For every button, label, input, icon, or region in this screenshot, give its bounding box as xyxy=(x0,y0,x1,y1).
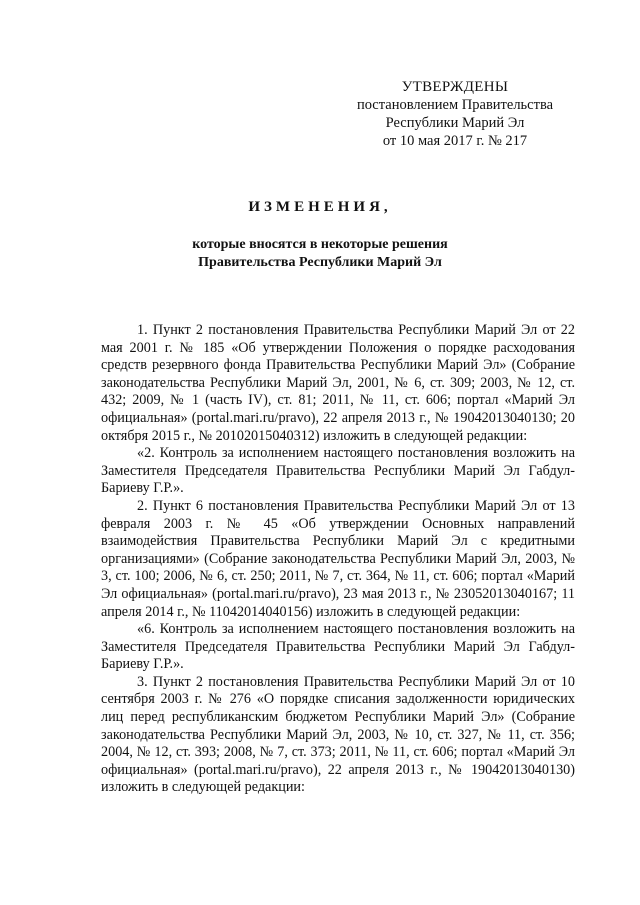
paragraph-1-quote: «2. Контроль за исполнением настоящего постановления возложить на Заместителя Председателя Правительства Республики Марий Эл Габдул-Бариеву Г.Р.». xyxy=(101,445,575,497)
paragraph-2: 2. Пункт 6 постановления Правительства Республики Марий Эл от 13 февраля 2003 г. № 45 «Об утверждении Основных направлений взаимодействия Правительства Республики Марий Эл с кредитными организациями» (Собрание законодательства Республики Марий Эл, 2003, № 3, ст. 100; 2006, № 6, ст. 250; 2011, № 7, ст. 364, № 11, ст. 606; портал «Марий Эл официальная» (portal.mari.ru/pravo), 23 мая 2013 г., № 23052013040167; 11 апреля 2014 г., № 11042014040156) изложить в следующей редакции: xyxy=(101,497,575,620)
approval-line-3: от 10 мая 2017 г. № 217 xyxy=(382,133,528,149)
document-body xyxy=(101,322,575,797)
subtitle-line-2: Правительства Республики Марий Эл xyxy=(198,255,442,270)
document-subtitle xyxy=(0,236,640,272)
approval-line-1: постановлением Правительства xyxy=(356,97,554,113)
paragraph-1: 1. Пункт 2 постановления Правительства Республики Марий Эл от 22 мая 2001 г. № 185 «Об утверждении Положения о порядке расходования средств резервного фонда Правительства Республики Марий Эл» (Собрание законодательства Республики Марий Эл, 2001, № 6, ст. 309; 2003, № 12, ст. 432; 2009, № 1 (часть IV), ст. 81; 2011, № 11, ст. 606; портал «Марий Эл официальная» (portal.mari.ru/pravo), 22 апреля 2013 г., № 19042013040130; 20 октября 2015 г., № 20102015040312) изложить в следующей редакции: xyxy=(101,322,575,444)
approval-line-2: Республики Марий Эл xyxy=(385,115,525,131)
approval-heading: УТВЕРЖДЕНЫ xyxy=(401,79,509,95)
subtitle-line-1: которые вносятся в некоторые решения xyxy=(192,237,448,252)
document-title: ИЗМЕНЕНИЯ, xyxy=(248,199,392,215)
paragraph-3: 3. Пункт 2 постановления Правительства Республики Марий Эл от 10 сентября 2003 г. № 276 «О порядке списания задолженности юридических лиц перед республиканским бюджетом Республики Марий Эл» (Собрание законодательства Республики Марий Эл, 2003, № 10, ст. 327, № 11, ст. 356; 2004, № 12, ст. 393; 2008, № 7, ст. 373; 2011, № 11, ст. 606; портал «Марий Эл официальная» (portal.mari.ru/pravo), 22 апреля 2013 г., № 19042013040130) изложить в следующей редакции: xyxy=(101,673,575,796)
paragraph-2-quote: «6. Контроль за исполнением настоящего постановления возложить на Заместителя Председателя Правительства Республики Марий Эл Габдул-Бариеву Г.Р.». xyxy=(101,621,575,673)
approval-block xyxy=(330,78,580,150)
